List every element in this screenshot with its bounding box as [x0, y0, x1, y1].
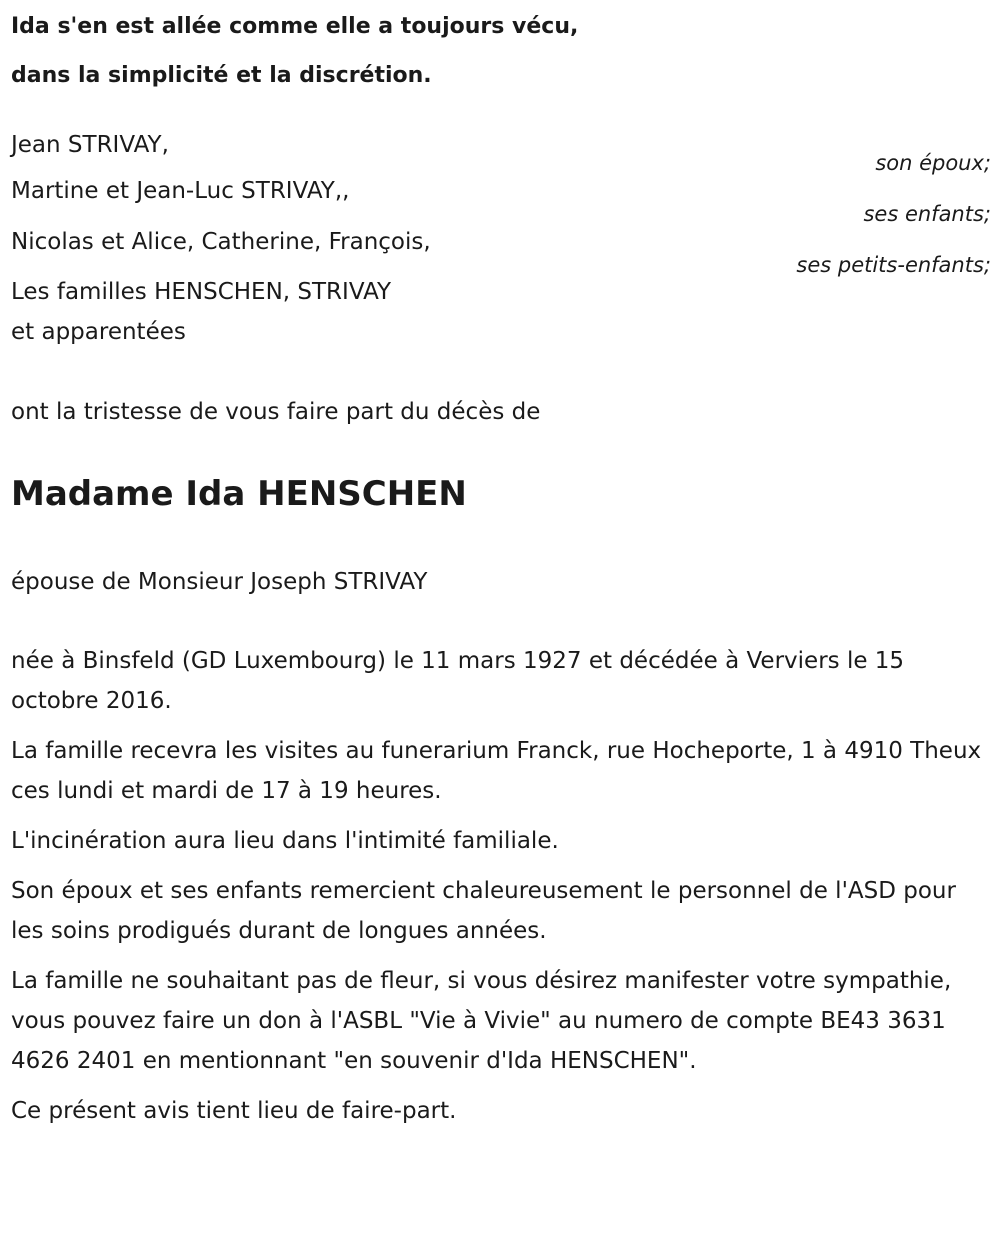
- thanks-paragraph: Son époux et ses enfants remercient chaleureusement le personnel de l'ASD pour les soins prodigués durant de longues années.: [11, 878, 956, 944]
- family-entry: [11, 222, 991, 276]
- details-paragraphs: [11, 641, 991, 1131]
- family-member-name: Martine et Jean-Luc STRIVAY,,: [11, 178, 350, 204]
- spouse-line: épouse de Monsieur Joseph STRIVAY: [11, 569, 428, 595]
- announcement-text: ont la tristesse de vous faire part du décès de: [11, 399, 541, 425]
- cremation-paragraph: L'incinération aura lieu dans l'intimité familiale.: [11, 828, 559, 854]
- other-families-line-2: et apparentées: [11, 319, 186, 345]
- donation-paragraph: La famille ne souhaitant pas de fleur, si vous désirez manifester votre sympathie, vous pouvez faire un don à l'ASBL "Vie à Vivie" au numero de compte BE43 3631 4626 2401 en mentionnant "en souvenir d'Ida HENSCHEN".: [11, 968, 952, 1074]
- family-member-name: Nicolas et Alice, Catherine, François,: [11, 229, 431, 255]
- deceased-name: Madame Ida HENSCHEN: [11, 474, 467, 514]
- family-member-role: son époux;: [875, 151, 991, 175]
- closing-paragraph: Ce présent avis tient lieu de faire-part.: [11, 1098, 457, 1124]
- family-entry: [11, 171, 991, 225]
- family-member-role: ses petits-enfants;: [796, 253, 991, 277]
- other-families: [11, 272, 991, 352]
- visitation-paragraph: La famille recevra les visites au funerarium Franck, rue Hocheporte, 1 à 4910 Theux ces lundi et mardi de 17 à 19 heures.: [11, 738, 982, 804]
- family-member-name: Jean STRIVAY,: [11, 132, 169, 158]
- obituary-notice: [11, 0, 991, 1141]
- intro-line-2: dans la simplicité et la discrétion.: [11, 63, 432, 88]
- family-list: [11, 130, 991, 352]
- other-families-line-1: Les familles HENSCHEN, STRIVAY: [11, 279, 392, 305]
- family-member-role: ses enfants;: [863, 202, 991, 226]
- family-entry: [11, 130, 991, 174]
- intro-line-1: Ida s'en est allée comme elle a toujours vécu,: [11, 14, 579, 39]
- birth-death-paragraph: née à Binsfeld (GD Luxembourg) le 11 mars 1927 et décédée à Verviers le 15 octobre 2016.: [11, 648, 905, 714]
- intro-quote: [11, 2, 991, 100]
